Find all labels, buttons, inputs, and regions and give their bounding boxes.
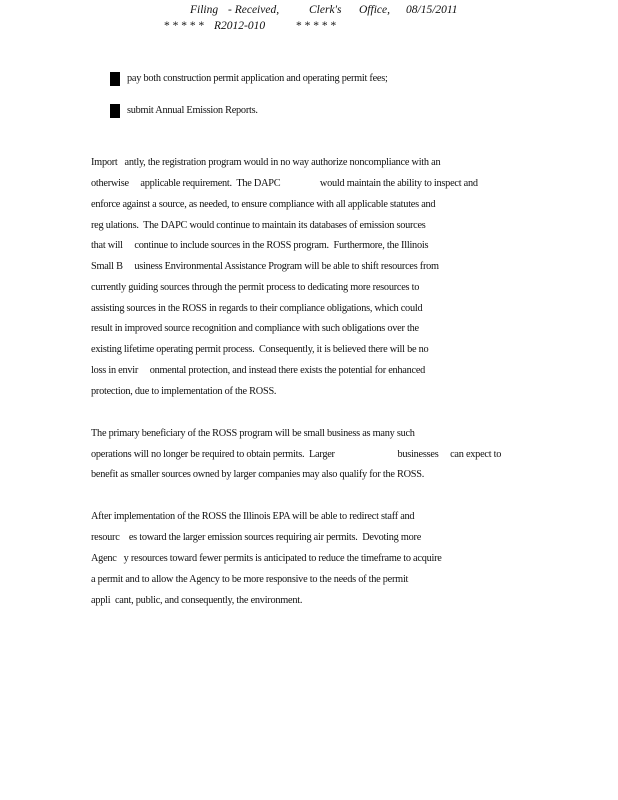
text-line: currently guiding sources through the permit process to dedicating more resources to [91, 282, 420, 293]
header-date: 08/15/2011 [406, 4, 458, 16]
text-line: resourc es toward the larger emission sources requiring air permits. Devoting more [91, 532, 422, 543]
text-line: operations will no longer be required to obtain permits. Larger businesses can expect to [91, 449, 502, 460]
text-line: Agenc y resources toward fewer permits is anticipated to reduce the timeframe to acquire [91, 553, 442, 564]
header-office: Office, [359, 4, 390, 16]
text-line: After implementation of the ROSS the Illinois EPA will be able to redirect staff and [91, 511, 415, 522]
text-line: enforce against a source, as needed, to ensure compliance with all applicable statutes and [91, 199, 436, 210]
text-line: reg ulations. The DAPC would continue to maintain its databases of emission sources [91, 220, 426, 231]
text-line: The primary beneficiary of the ROSS program will be small business as many such [91, 428, 415, 439]
text-line: otherwise applicable requirement. The DAPC would maintain the ability to inspect and [91, 178, 478, 189]
text-line: appli cant, public, and consequently, the environment. [91, 595, 303, 606]
text-line: existing lifetime operating permit process. Consequently, it is believed there will be no [91, 344, 429, 355]
header-clerks: Clerk's [309, 4, 342, 16]
text-line: assisting sources in the ROSS in regards to their compliance obligations, which could [91, 303, 423, 314]
header-received: - Received, [228, 4, 280, 16]
bullet-square-icon [110, 104, 120, 118]
text-line: Small B usiness Environmental Assistance Program will be able to shift resources from [91, 261, 439, 272]
text-line: benefit as smaller sources owned by larger companies may also qualify for the ROSS. [91, 469, 425, 480]
text-line: that will continue to include sources in the ROSS program. Furthermore, the Illinois [91, 240, 429, 251]
text-line: result in improved source recognition and compliance with such obligations over the [91, 323, 419, 334]
bullet-item: pay both construction permit application and operating permit fees; [127, 73, 388, 84]
text-line: protection, due to implementation of the ROSS. [91, 386, 277, 397]
bullet-item: submit Annual Emission Reports. [127, 105, 258, 116]
header-filing: Filing [190, 4, 219, 16]
header-docket: R2012-010 [214, 20, 266, 32]
text-line: a permit and to allow the Agency to be more responsive to the needs of the permit [91, 574, 409, 585]
header-stars-left: * * * * * [164, 20, 205, 32]
text-line: loss in envir onmental protection, and instead there exists the potential for enhanced [91, 365, 426, 376]
header-stars-right: * * * * * [296, 20, 337, 32]
text-line: Import antly, the registration program would in no way authorize noncompliance with an [91, 157, 441, 168]
bullet-square-icon [110, 72, 120, 86]
